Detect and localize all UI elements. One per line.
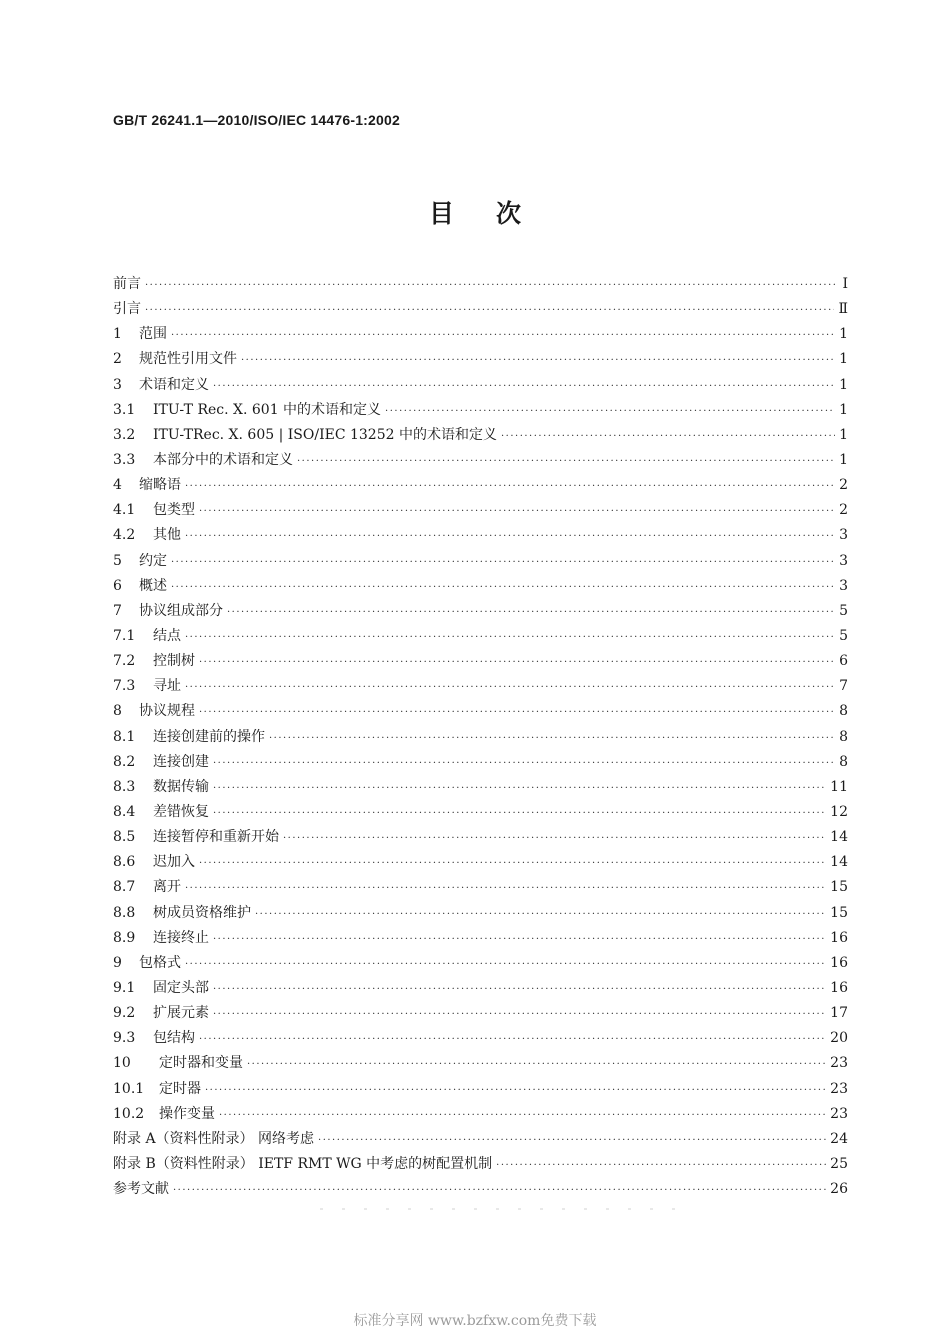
toc-entry <box>113 423 848 448</box>
toc-entry-number: 9.1 <box>113 979 136 996</box>
toc-leader-dots <box>185 625 835 650</box>
toc-entry-label: 其他 <box>153 527 181 544</box>
toc-leader-dots <box>269 726 835 751</box>
toc-leader-dots <box>213 1002 826 1027</box>
toc-entry-label: 迟加入 <box>153 854 195 871</box>
toc-entry-label: 连接终止 <box>153 929 209 946</box>
toc-entry-label: 连接创建前的操作 <box>153 728 265 745</box>
toc-entry-number: 2 <box>113 351 122 368</box>
toc-entry-page: 14 <box>830 829 848 846</box>
toc-entry-page: 23 <box>830 1105 848 1122</box>
toc-entry-number: 8.3 <box>113 778 136 795</box>
toc-entry <box>113 398 848 423</box>
toc-entry-label: 寻址 <box>153 678 181 695</box>
toc-entry-label: 参考文献 <box>113 1181 169 1198</box>
toc-entry-page: 8 <box>839 703 848 720</box>
toc-entry-number: 7.1 <box>113 627 136 644</box>
toc-entry-number: 8.8 <box>113 904 136 921</box>
toc-entry-page: 2 <box>839 477 848 494</box>
toc-entry-page: 16 <box>830 954 848 971</box>
toc-entry <box>113 549 848 574</box>
toc-entry-page: 5 <box>839 602 848 619</box>
toc-entry <box>113 775 848 800</box>
toc-entry <box>113 347 848 372</box>
toc-entry-label: 协议规程 <box>139 703 195 720</box>
toc-entry-label: ITU-TRec. X. 605 | ISO/IEC 13252 中的术语和定义 <box>153 426 497 443</box>
toc-entry <box>113 498 848 523</box>
toc-entry-label: ITU-T Rec. X. 601 中的术语和定义 <box>153 401 382 418</box>
toc-entry-label: 离开 <box>153 879 181 896</box>
toc-entry-number: 1 <box>113 326 122 343</box>
toc-entry-label: 本部分中的术语和定义 <box>153 451 293 468</box>
toc-entry <box>113 1001 848 1026</box>
toc-entry-label: 附录 B（资料性附录） IETF RMT WG 中考虑的树配置机制 <box>113 1155 493 1172</box>
toc-entry-page: 15 <box>830 904 848 921</box>
toc-entry <box>113 523 848 548</box>
toc-entry <box>113 574 848 599</box>
toc-leader-dots <box>185 952 826 977</box>
toc-entry-page: 1 <box>839 426 848 443</box>
toc-leader-dots <box>213 977 826 1002</box>
toc-entry-page: 16 <box>830 979 848 996</box>
toc-entry-page: 1 <box>839 401 848 418</box>
toc-entry-label: 引言 <box>113 301 141 318</box>
scan-artifact <box>320 1208 680 1210</box>
toc-leader-dots <box>227 600 835 625</box>
toc-entry-label: 缩略语 <box>139 477 181 494</box>
toc-entry-page: 7 <box>839 678 848 695</box>
toc-entry <box>113 901 848 926</box>
toc-entry <box>113 976 848 1001</box>
toc-entry <box>113 926 848 951</box>
toc-entry <box>113 875 848 900</box>
toc-entry-label: 包类型 <box>153 502 195 519</box>
toc-entry <box>113 1127 848 1152</box>
toc-entry-number: 4.2 <box>113 527 136 544</box>
toc-leader-dots <box>199 851 826 876</box>
toc-leader-dots <box>171 550 835 575</box>
toc-entry-number: 8.4 <box>113 803 136 820</box>
toc-leader-dots <box>173 1178 826 1203</box>
toc-entry-page: 16 <box>830 929 848 946</box>
toc-leader-dots <box>213 374 835 399</box>
toc-leader-dots <box>255 902 826 927</box>
toc-entry-page: 14 <box>830 854 848 871</box>
toc-entry-page: 26 <box>830 1181 848 1198</box>
toc-leader-dots <box>283 826 826 851</box>
toc-entry-page: 2 <box>839 502 848 519</box>
toc-entry-page: 17 <box>830 1005 848 1022</box>
toc-entry-page: 5 <box>839 627 848 644</box>
toc-entry <box>113 699 848 724</box>
toc-entry-number: 6 <box>113 577 122 594</box>
toc-entry <box>113 448 848 473</box>
toc-entry-number: 8.9 <box>113 929 136 946</box>
toc-leader-dots <box>145 273 836 298</box>
toc-leader-dots <box>171 575 835 600</box>
toc-entry-page: 1 <box>839 326 848 343</box>
page-title: 目次 <box>428 199 563 228</box>
toc-entry-label: 前言 <box>113 276 141 292</box>
toc-entry <box>113 1051 848 1076</box>
toc-entry-label: 结点 <box>153 627 181 644</box>
toc-entry <box>113 951 848 976</box>
toc-entry-number: 9.3 <box>113 1030 136 1047</box>
toc-leader-dots <box>185 524 835 549</box>
toc-entry-label: 附录 A（资料性附录） 网络考虑 <box>113 1130 315 1147</box>
toc-entry-label: 数据传输 <box>153 778 209 795</box>
toc-leader-dots <box>219 1103 826 1128</box>
toc-entry-number: 7 <box>113 602 122 619</box>
toc-leader-dots <box>199 1027 826 1052</box>
footer-watermark: 标准分享网 www.bzfxw.com免费下载 <box>353 1313 597 1329</box>
toc-entry-number: 8.6 <box>113 854 136 871</box>
toc-entry-page: 1 <box>839 351 848 368</box>
toc-leader-dots <box>241 348 835 373</box>
toc-entry-number: 9 <box>113 954 122 971</box>
toc-entry-number: 8 <box>113 703 122 720</box>
toc-entry-page: 15 <box>830 879 848 896</box>
toc-leader-dots <box>213 751 835 776</box>
toc-entry-number: 10.1 <box>113 1080 145 1097</box>
toc-entry-label: 概述 <box>139 577 167 594</box>
toc-entry-number: 8.1 <box>113 728 136 745</box>
toc-leader-dots <box>205 1078 826 1103</box>
toc-entry-page: 3 <box>839 527 848 544</box>
toc-entry-label: 包格式 <box>139 954 181 971</box>
toc-entry-label: 范围 <box>139 326 167 343</box>
toc-leader-dots <box>213 801 826 826</box>
toc-entry-page: 20 <box>830 1030 848 1047</box>
toc-entry-label: 扩展元素 <box>153 1005 209 1022</box>
toc-leader-dots <box>297 449 835 474</box>
toc-entry-label: 操作变量 <box>159 1105 215 1122</box>
toc-entry-label: 包结构 <box>153 1030 195 1047</box>
toc-leader-dots <box>185 876 826 901</box>
toc-entry-label: 固定头部 <box>153 979 209 996</box>
toc-leader-dots <box>213 927 826 952</box>
toc-entry <box>113 599 848 624</box>
toc-entry-page: 3 <box>839 577 848 594</box>
toc-entry <box>113 800 848 825</box>
toc-entry-number: 3 <box>113 376 122 393</box>
toc-entry-page: 8 <box>839 753 848 770</box>
toc-leader-dots <box>199 700 835 725</box>
toc-leader-dots <box>385 399 835 424</box>
toc-entry-number: 7.2 <box>113 653 136 670</box>
toc-entry-page: 11 <box>830 778 848 795</box>
toc-entry <box>113 1077 848 1102</box>
toc-entry <box>113 674 848 699</box>
toc-leader-dots <box>496 1153 826 1178</box>
toc-entry-number: 3.1 <box>113 401 136 418</box>
toc-entry <box>113 1177 848 1202</box>
toc-entry-number: 8.7 <box>113 879 136 896</box>
toc-entry <box>113 272 848 297</box>
toc-entry-label: 术语和定义 <box>139 376 209 393</box>
toc-entry-page: 23 <box>830 1055 848 1072</box>
toc-leader-dots <box>501 424 835 449</box>
toc-entry-number: 4 <box>113 477 122 494</box>
toc-entry-label: 约定 <box>139 552 167 569</box>
toc-leader-dots <box>145 298 834 323</box>
toc-entry <box>113 1026 848 1051</box>
toc-entry-label: 规范性引用文件 <box>139 351 237 368</box>
toc-entry-label: 协议组成部分 <box>139 602 223 619</box>
toc-entry <box>113 850 848 875</box>
toc-entry-number: 10 <box>113 1055 131 1072</box>
toc-leader-dots <box>171 323 835 348</box>
toc-entry <box>113 624 848 649</box>
toc-entry <box>113 825 848 850</box>
toc-entry-label: 连接暂停和重新开始 <box>153 829 279 846</box>
toc-entry <box>113 1152 848 1177</box>
toc-leader-dots <box>247 1052 826 1077</box>
toc-entry-label: 定时器 <box>159 1080 201 1097</box>
standard-code-header: GB/T 26241.1—2010/ISO/IEC 14476-1:2002 <box>113 112 400 128</box>
toc-entry-page: 3 <box>839 552 848 569</box>
toc-entry-page: 8 <box>839 728 848 745</box>
toc-entry-label: 控制树 <box>153 653 195 670</box>
toc-leader-dots <box>199 650 835 675</box>
toc-entry-number: 5 <box>113 552 122 569</box>
toc-entry-page: 6 <box>839 653 848 670</box>
toc-entry-label: 连接创建 <box>153 753 209 770</box>
toc-entry-page: 1 <box>839 376 848 393</box>
toc-entry-label: 差错恢复 <box>153 803 209 820</box>
toc-entry-page: 25 <box>830 1155 848 1172</box>
toc-leader-dots <box>185 474 835 499</box>
toc-entry-number: 4.1 <box>113 502 136 519</box>
toc-leader-dots <box>213 776 826 801</box>
toc-entry-number: 8.2 <box>113 753 136 770</box>
toc-entry <box>113 297 848 322</box>
toc-entry-number: 7.3 <box>113 678 136 695</box>
toc-entry-number: 8.5 <box>113 829 136 846</box>
toc-entry <box>113 1102 848 1127</box>
toc-entry-number: 9.2 <box>113 1005 136 1022</box>
toc-entry-label: 树成员资格维护 <box>153 904 251 921</box>
toc-entry-number: 3.2 <box>113 426 136 443</box>
toc-entry <box>113 322 848 347</box>
toc-leader-dots <box>318 1128 826 1153</box>
toc-entry-page: Ⅱ <box>838 301 848 318</box>
toc-entry <box>113 750 848 775</box>
toc-entry <box>113 473 848 498</box>
toc-entry <box>113 725 848 750</box>
toc-entry-page: 12 <box>830 803 848 820</box>
toc-leader-dots <box>185 675 835 700</box>
toc-entry-page: 23 <box>830 1080 848 1097</box>
toc-entry-number: 3.3 <box>113 451 136 468</box>
toc-entry <box>113 373 848 398</box>
toc-entry-number: 10.2 <box>113 1105 145 1122</box>
toc-entry-page: 1 <box>839 451 848 468</box>
table-of-contents <box>113 272 848 1202</box>
toc-entry-page: 24 <box>830 1130 848 1147</box>
toc-leader-dots <box>199 499 835 524</box>
toc-entry-label: 定时器和变量 <box>159 1055 243 1072</box>
toc-entry <box>113 649 848 674</box>
toc-entry-page: Ⅰ <box>842 276 848 292</box>
